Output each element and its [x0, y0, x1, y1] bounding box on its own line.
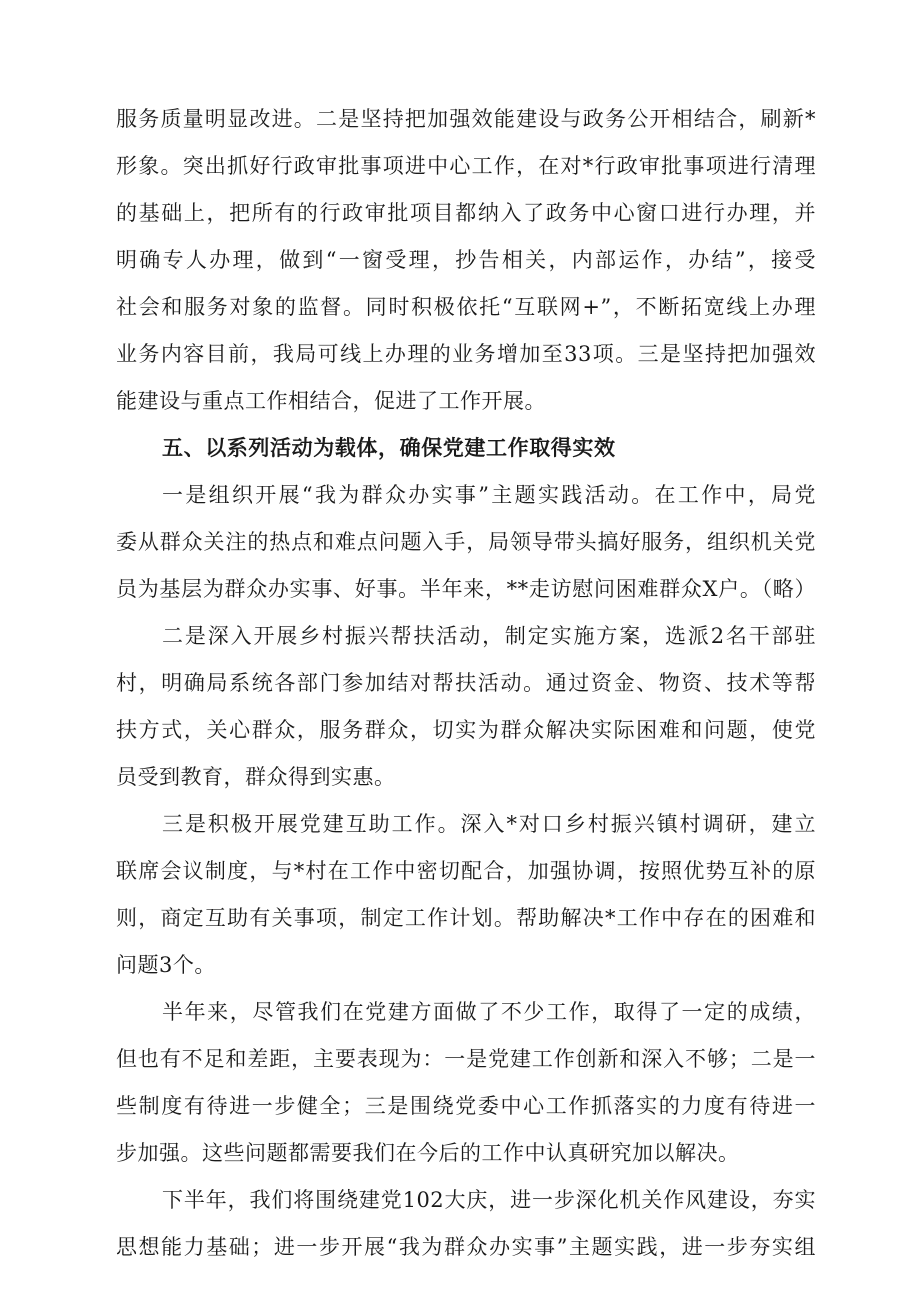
paragraph-line: 思想能力基础；进一步开展“我为群众办实事”主题实践，进一步夯实组 — [116, 1235, 816, 1259]
paragraph-line: 委从群众关注的热点和难点问题入手，局领导带头搞好服务，组织机关党 — [116, 530, 816, 554]
paragraph-line: 问题3个。 — [116, 953, 216, 977]
paragraph-line: 社会和服务对象的监督。同时积极依托“互联网+”，不断拓宽线上办理 — [116, 295, 816, 319]
paragraph-line: 步加强。这些问题都需要我们在今后的工作中认真研究加以解决。 — [116, 1141, 740, 1165]
paragraph-line: 二是深入开展乡村振兴帮扶活动，制定实施方案，选派2名干部驻 — [162, 624, 816, 648]
paragraph-line: 联席会议制度，与*村在工作中密切配合，加强协调，按照优势互补的原 — [116, 859, 816, 883]
paragraph-line: 员为基层为群众办实事、好事。半年来，**走访慰问困难群众X户。（略） — [116, 577, 816, 601]
paragraph-line: 服务质量明显改进。二是坚持把加强效能建设与政务公开相结合，刷新* — [116, 107, 816, 131]
paragraph-line: 半年来，尽管我们在党建方面做了不少工作，取得了一定的成绩， — [162, 1000, 816, 1024]
paragraph-line: 村，明确局系统各部门参加结对帮扶活动。通过资金、物资、技术等帮 — [116, 671, 816, 695]
paragraph-line: 但也有不足和差距，主要表现为：一是党建工作创新和深入不够；二是一 — [116, 1047, 816, 1071]
paragraph-line: 扶方式，关心群众，服务群众，切实为群众解决实际困难和问题，使党 — [116, 718, 816, 742]
paragraph-line: 明确专人办理，做到“一窗受理，抄告相关，内部运作，办结”，接受 — [116, 248, 816, 272]
paragraph-line: 下半年，我们将围绕建党102大庆，进一步深化机关作风建设，夯实 — [162, 1188, 816, 1212]
paragraph-line: 形象。突出抓好行政审批事项进中心工作，在对*行政审批事项进行清理 — [116, 154, 816, 178]
paragraph-line: 能建设与重点工作相结合，促进了工作开展。 — [116, 389, 546, 413]
paragraph-line: 些制度有待进一步健全；三是围绕党委中心工作抓落实的力度有待进一 — [116, 1094, 816, 1118]
paragraph-line: 则，商定互助有关事项，制定工作计划。帮助解决*工作中存在的困难和 — [116, 906, 816, 930]
paragraph-line: 员受到教育，群众得到实惠。 — [116, 765, 396, 789]
paragraph-line: 业务内容目前，我局可线上办理的业务增加至33项。三是坚持把加强效 — [116, 342, 816, 366]
section-heading: 五、以系列活动为载体，确保党建工作取得实效 — [162, 436, 616, 460]
paragraph-line: 的基础上，把所有的行政审批项目都纳入了政务中心窗口进行办理，并 — [116, 201, 816, 225]
paragraph-line: 三是积极开展党建互助工作。深入*对口乡村振兴镇村调研，建立 — [162, 812, 816, 836]
paragraph-line: 一是组织开展“我为群众办实事”主题实践活动。在工作中，局党 — [162, 483, 816, 507]
